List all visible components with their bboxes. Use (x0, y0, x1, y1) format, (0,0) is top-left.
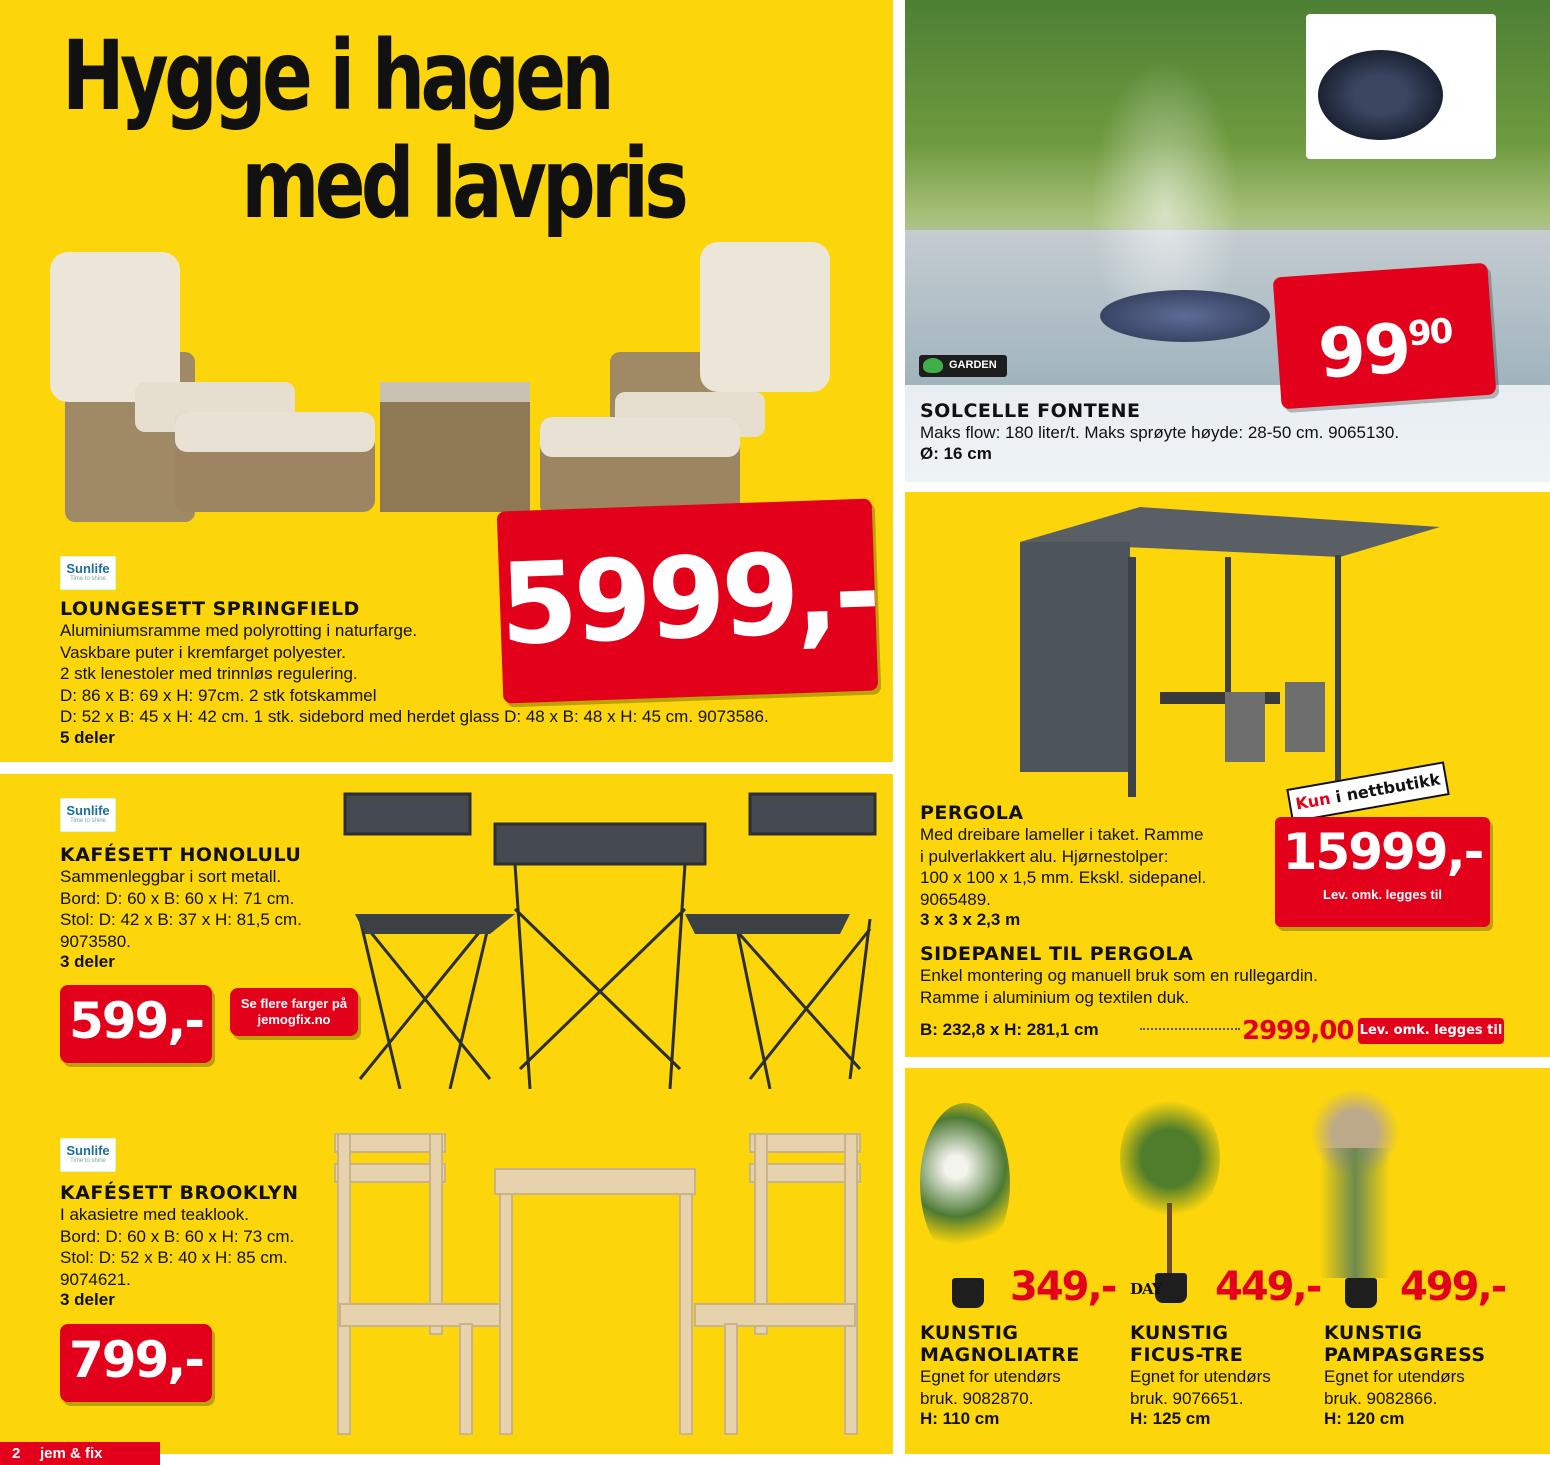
lounge-desc-4: D: 86 x B: 69 x H: 97cm. 2 stk fotskammel (60, 685, 377, 705)
fountain-price: $99^{90}$ (1273, 263, 1497, 410)
brooklyn-desc-1: I akasietre med teaklook. (60, 1205, 249, 1224)
pampas-desc-2: bruk. 9082866. (1324, 1388, 1438, 1408)
fountain-desc: Maks flow: 180 liter/t. Maks sprøyte høyde: 28-50 cm. 9065130. (920, 423, 1400, 442)
honolulu-desc-4: 9073580. (60, 931, 131, 951)
headline-line-2: med lavpris (241, 128, 685, 240)
sunlife-logo: Sunlife Time to shine (60, 556, 116, 590)
pergola-desc-2: i pulverlakkert alu. Hjørnestolper: (920, 846, 1169, 866)
magnolia-desc-1: Egnet for utendørs (920, 1367, 1061, 1386)
headline-line-1: Hygge i hagen (62, 20, 610, 132)
brooklyn-parts: 3 deler (60, 1290, 115, 1309)
brooklyn-price: 799,- (60, 1324, 212, 1402)
fountain-panel (905, 0, 1550, 482)
dotted-leader (1140, 1028, 1240, 1030)
brooklyn-set-image (330, 1124, 880, 1444)
pampas-title-1: KUNSTIG (1324, 1322, 1423, 1344)
lounge-desc-3: 2 stk lenestoler med trinnløs regulering. (60, 664, 358, 683)
lounge-desc-2: Vaskbare puter i kremfarget polyester. (60, 642, 346, 662)
sidepanel-delivery-badge: Lev. omk. legges til (1358, 1018, 1504, 1044)
lounge-price: 5999,- (497, 499, 878, 704)
lounge-desc-5: D: 52 x B: 45 x H: 42 cm. 1 stk. sidebord med herdet glass D: 48 x B: 48 x H: 45 cm. 9073586. (60, 707, 769, 726)
pampas-desc-1: Egnet for utendørs (1324, 1367, 1465, 1386)
ficus-price: 449,- (1215, 1264, 1321, 1310)
magnolia-image (915, 1088, 1015, 1308)
sidepanel-title: SIDEPANEL TIL PERGOLA (920, 943, 1194, 965)
pampas-size: H: 120 cm (1324, 1409, 1405, 1428)
pampas-title-2: PAMPASGRESS (1324, 1344, 1486, 1366)
lounge-desc-1: Aluminiumsramme med polyrotting i naturfarge. (60, 621, 418, 640)
ficus-size: H: 125 cm (1130, 1409, 1211, 1428)
lounge-title: LOUNGESETT SPRINGFIELD (60, 598, 360, 620)
pergola-panel (905, 492, 1550, 1057)
lounge-furniture-image (45, 232, 885, 532)
honolulu-set-image (340, 789, 885, 1089)
honolulu-desc-3: Stol: D: 42 x B: 37 x H: 81,5 cm. (60, 910, 302, 929)
brooklyn-desc-3: Stol: D: 52 x B: 40 x H: 85 cm. (60, 1248, 288, 1267)
pergola-image (1010, 497, 1450, 797)
page-number: 2 (12, 1445, 21, 1462)
cafe-panel (0, 774, 893, 1454)
ficus-title-1: KUNSTIG (1130, 1322, 1229, 1344)
honolulu-title: KAFÉSETT HONOLULU (60, 844, 302, 866)
pergola-desc-1: Med dreibare lameller i taket. Ramme (920, 825, 1204, 844)
fountain-title: SOLCELLE FONTENE (920, 400, 1141, 422)
honolulu-desc-2: Bord: D: 60 x B: 60 x H: 71 cm. (60, 888, 295, 908)
ficus-desc-1: Egnet for utendørs (1130, 1367, 1271, 1386)
magnolia-price: 349,- (1010, 1264, 1116, 1310)
page-footer (0, 1442, 160, 1465)
floating-fountain-image (1100, 290, 1270, 342)
pergola-title: PERGOLA (920, 802, 1024, 824)
brooklyn-title: KAFÉSETT BROOKLYN (60, 1182, 299, 1204)
magnolia-size: H: 110 cm (920, 1409, 1000, 1428)
water-spray (1090, 60, 1240, 310)
sidepanel-size: B: 232,8 x H: 281,1 cm (920, 1020, 1099, 1039)
brooklyn-desc-4: 9074621. (60, 1269, 131, 1289)
online-only-tag: Kun i nettbutikk (1286, 761, 1449, 822)
sunlife-logo: Sunlife Time to shine (60, 798, 116, 832)
pergola-desc-4: 9065489. (920, 889, 991, 909)
sunlife-logo: Sunlife Time to shine (60, 1138, 116, 1172)
pergola-size: 3 x 3 x 2,3 m (920, 910, 1021, 929)
sidepanel-desc-2: Ramme i aluminium og textilen duk. (920, 987, 1190, 1007)
sidepanel-desc-1: Enkel montering og manuell bruk som en rullegardin. (920, 966, 1318, 985)
pampas-price: 499,- (1400, 1264, 1506, 1310)
ficus-image (1115, 1093, 1225, 1308)
ficus-title-2: FICUS-TRE (1130, 1344, 1244, 1366)
ficus-desc-2: bruk. 9076651. (1130, 1388, 1244, 1408)
lounge-panel (0, 0, 893, 762)
lounge-parts: 5 deler (60, 727, 115, 747)
pergola-desc-3: 100 x 100 x 1,5 mm. Ekskl. sidepanel. (920, 868, 1207, 887)
sidepanel-price-line (920, 1016, 1540, 1050)
day-brand-logo: DAY (1130, 1280, 1162, 1298)
footer-brand: jem & fix (40, 1445, 103, 1462)
more-colors-note[interactable]: Se flere farger på jemogfix.no (230, 988, 358, 1036)
page-headline (62, 22, 684, 238)
solar-fountain-product-image (1306, 14, 1496, 159)
honolulu-desc-1: Sammenleggbar i sort metall. (60, 867, 282, 886)
pampas-grass-image (1300, 1088, 1410, 1308)
fountain-size: Ø: 16 cm (920, 443, 992, 463)
brooklyn-desc-2: Bord: D: 60 x B: 60 x H: 73 cm. (60, 1226, 295, 1246)
pergola-price: 15999,- Lev. omk. legges til (1275, 817, 1490, 927)
magnolia-desc-2: bruk. 9082870. (920, 1388, 1034, 1408)
magnolia-title-1: KUNSTIG (920, 1322, 1019, 1344)
honolulu-parts: 3 deler (60, 952, 115, 971)
garden-brand-badge: GARDEN (919, 355, 1007, 377)
sidepanel-price: 2999,00 (1242, 1016, 1354, 1046)
honolulu-price: 599,- (60, 985, 212, 1063)
magnolia-title-2: MAGNOLIATRE (920, 1344, 1080, 1366)
plants-panel (905, 1068, 1550, 1454)
